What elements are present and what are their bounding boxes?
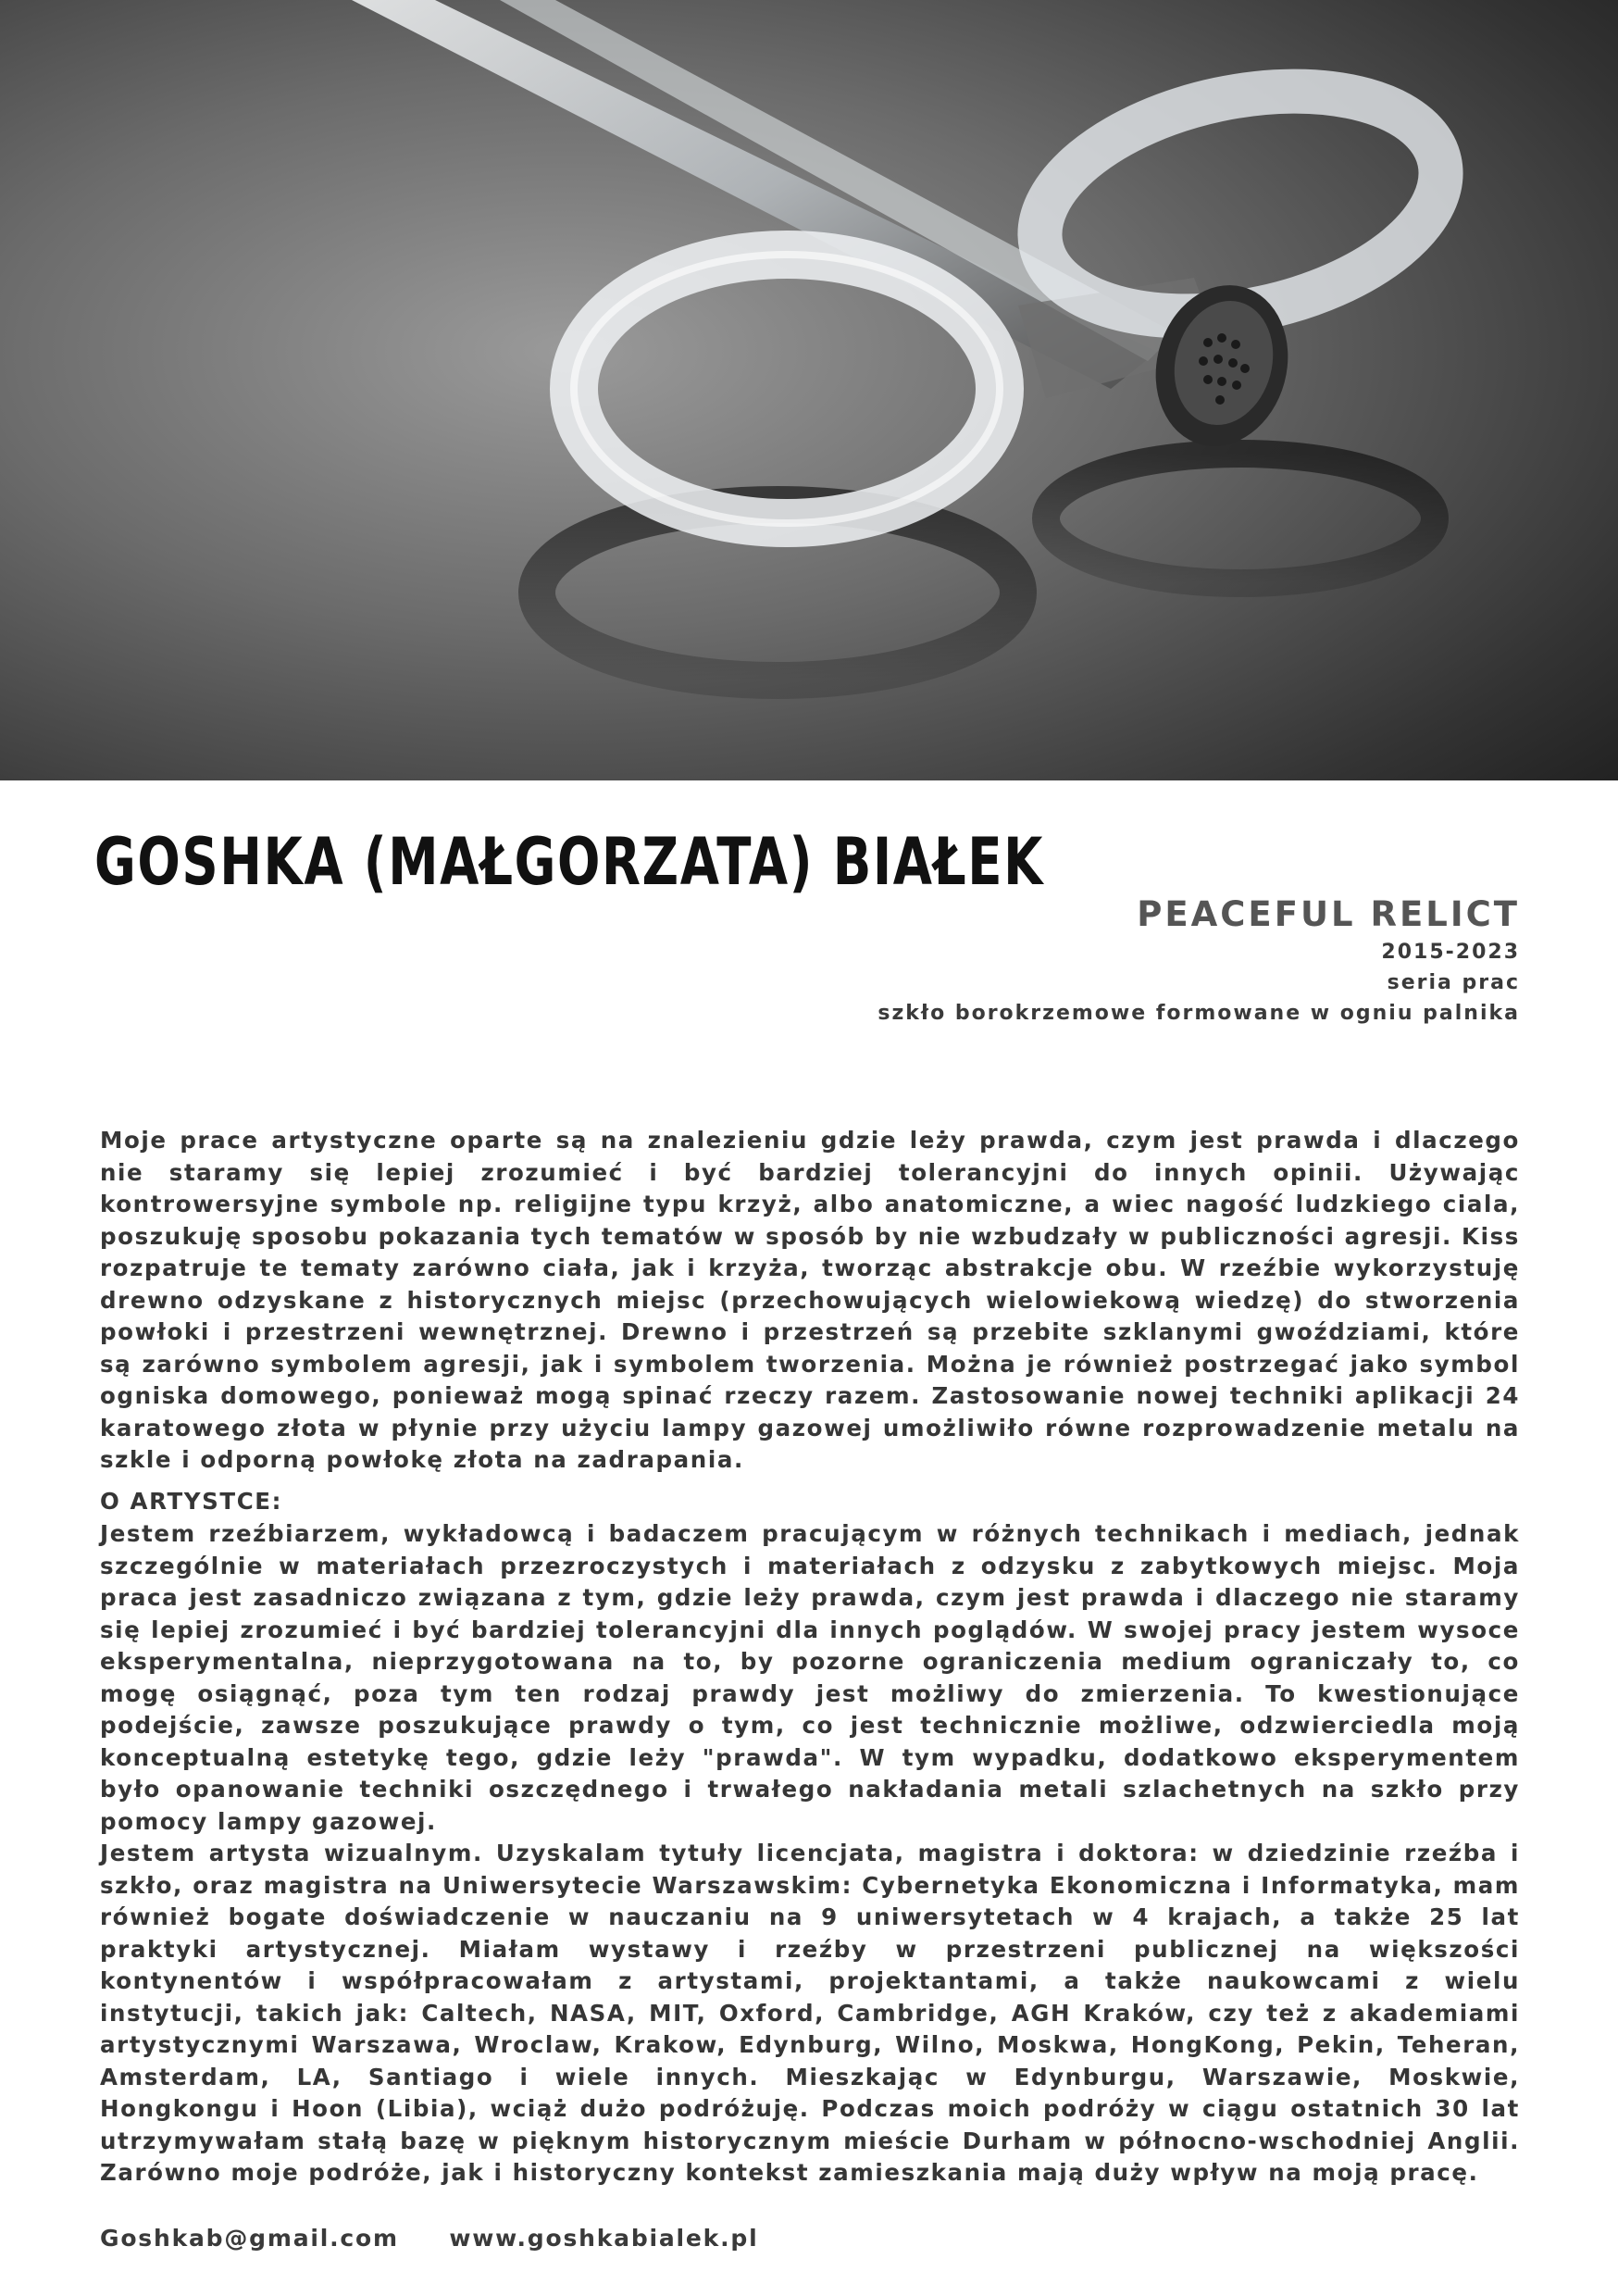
contact-line — [100, 2225, 799, 2252]
website-link[interactable]: www.goshkabialek.pl — [449, 2225, 759, 2252]
about-heading: O ARTYSTCE: — [100, 1488, 283, 1515]
email-link[interactable]: Goshkab@gmail.com — [100, 2225, 399, 2252]
header-photo — [0, 0, 1618, 780]
work-info — [687, 892, 1520, 1029]
glass-scissors-image — [0, 0, 1618, 780]
artist-name: GOSHKA (MAŁGORZATA) BIAŁEK — [94, 824, 1044, 900]
about-paragraph-1: Jestem rzeźbiarzem, wykładowcą i badaczem pracującym w różnych technikach i mediach, jednak szczególnie w materiałach przezroczystych i materiałach z odzysku z zabytkowych miejsc. Moja praca jest zasadniczo związana z tym, gdzie leży prawda, czym jest prawda i dlaczego nie staramy się lepiej zrozumieć i być bardziej tolerancyjni dla innych poglądów. W swojej pracy jestem wysoce eksperymentalna, nieprzygotowana na to, by pozorne ograniczenia medium ograniczały to, co mogę osiągnąć, poza tym ten rodzaj prawdy jest możliwy do zmierzenia. To kwestionujące podejście, zawsze poszukujące prawdy o tym, co jest technicznie możliwe, odzwierciedla moją konceptualną estetykę tego, gdzie leży "prawda". W tym wypadku, dodatkowo eksperymentem było opanowanie techniki oszczędnego i trwałego nakładania metali szlachetnych na szkło przy pomocy lampy gazowej. — [100, 1520, 1520, 1835]
work-title: PEACEFUL RELICT — [1137, 894, 1520, 934]
work-type: seria prac — [1387, 971, 1520, 994]
about-paragraph-2: Jestem artysta wizualnym. Uzyskalam tytuły licencjata, magistra i doktora: w dziedzinie rzeźba i szkło, oraz magistra na Uniwersytecie Warszawskim: Cybernetyka Ekonomiczna i Informatyka, mam również bogate doświadczenie w nauczaniu na 9 uniwersytetach w 4 krajach, a także 25 lat praktyki artystycznej. Miałam wystawy i rzeźby w przestrzeni publicznej na większości kontynentów i współpracowałam z artystami, projektantami, a także naukowcami z wielu instytucji, takich jak: Caltech, NASA, MIT, Oxford, Cambridge, AGH Kraków, czy też z akademiami artystycznymi Warszawa, Wroclaw, Krakow, Edynburg, Wilno, Moskwa, HongKong, Pekin, Teheran, Amsterdam, LA, Santiago i wiele innych. Mieszkając w Edynburgu, Warszawie, Moskwie, Hongkongu i Hoon (Libia), wciąż dużo podróżuję. Podczas moich podróży w ciągu ostatnich 30 lat utrzymywałam stałą bazę w pięknym historycznym mieście Durham w północno-wschodniej Anglii. Zarówno moje podróże, jak i historyczny kontekst zamieszkania mają duży wpływ na moją pracę. — [100, 1840, 1520, 2186]
artist-statement: Moje prace artystyczne oparte są na znalezieniu gdzie leży prawda, czym jest prawda i dlaczego nie staramy się lepiej zrozumieć i być bardziej tolerancyjni do innych opinii. Używając kontrowersyjne symbole np. religijne typu krzyż, albo anatomiczne, a wiec nagość ludzkiego ciala, poszukuję sposobu pokazania tych tematów w sposób by nie wzbudzały w publiczności agresji. Kiss rozpatruje te tematy zarówno ciała, jak i krzyża, tworząc abstrakcje obu. W rzeźbie wykorzystuję drewno odzyskane z historycznych miejsc (przechowujących wielowiekową wiedzę) do stworzenia powłoki i przestrzeni wewnętrznej. Drewno i przestrzeń są przebite szklanymi gwoździami, które są zarówno symbolem agresji, jak i symbolem tworzenia. Można je również postrzegać jako symbol ogniska domowego, ponieważ mogą spinać rzeczy razem. Zastosowanie nowej techniki aplikacji 24 karatowego złota w płynie przy użyciu lampy gazowej umożliwiło równe rozprowadzenie metalu na szkle i odporną powłokę złota na zadrapania. — [100, 1127, 1520, 1473]
work-material: szkło borokrzemowe formowane w ogniu palnika — [877, 1002, 1520, 1025]
work-years: 2015-2023 — [1381, 941, 1520, 964]
